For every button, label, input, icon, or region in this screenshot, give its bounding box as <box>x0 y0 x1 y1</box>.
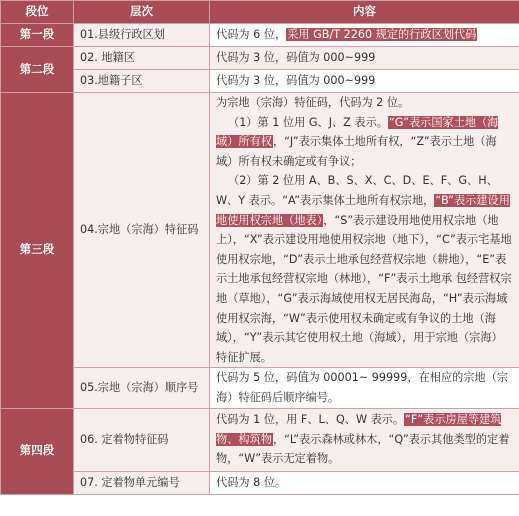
segment-3-cell: 第三段 <box>1 93 74 409</box>
level-cell: 05.宗地（宗海）顺序号 <box>74 368 210 408</box>
highlighted-text: “G”表示国家土地（海域）所有权 <box>216 115 499 149</box>
segment-4-cell: 第四段 <box>1 408 74 494</box>
content-paragraph: 为宗地（宗海）特征码，代码为 2 位。 <box>216 96 410 109</box>
segment-2-cell: 第二段 <box>1 47 74 93</box>
content-text: 代码为 6 位， <box>216 28 287 42</box>
content-text: ，“J”表示集体土地所有权，“Z”表示土地（海域）所有权未确定或有争议； <box>216 135 497 168</box>
table-header-row <box>1 1 519 24</box>
level-cell: 02. 地籍区 <box>74 47 210 70</box>
content-paragraph <box>216 113 513 172</box>
content-cell: 代码为 8 位。 <box>210 471 519 494</box>
highlighted-text: “F”表示房屋等建筑物、构筑物 <box>216 413 502 446</box>
table-row <box>1 70 519 93</box>
content-cell <box>210 24 519 47</box>
highlighted-text: “B”表示建设用地使用权宗地（地表） <box>216 193 510 227</box>
level-cell: 07. 定着物单元编号 <box>74 471 210 494</box>
level-cell: 04.宗地（宗海）特征码 <box>74 93 210 368</box>
header-content: 内容 <box>210 1 519 24</box>
level-cell: 06. 定着物特征码 <box>74 408 210 471</box>
header-segment: 段位 <box>1 1 74 24</box>
table-row <box>1 471 519 494</box>
highlighted-text: 采用 GB/T 2260 规定的行政区划代码 <box>287 28 477 42</box>
content-text: ，“L”表示森林或林木，“Q”表示其他类型的定着物，“W”表示无定着物。 <box>216 432 510 466</box>
content-text: ，“S”表示建设用地使用权宗地（地上），“X”表示建设用地使用权宗地（地下），“C”表示宅基地使用权宗地，“D”表示土地承包经营权宗地（耕地），“E”表示土地承包经营权宗地（林地），“F”表示土地承 包经营权宗地（草地），“G”表示海域使用权无居民海岛，“H”表示海域使用权宗海，“W”表示使用权未确定或有争议的土地（海域），“Y”表示其它使用权土地（海域），用于宗地（宗海）特征扩展。 <box>216 213 512 364</box>
table-row <box>1 408 519 471</box>
segment-1-cell: 第一段 <box>1 24 74 47</box>
table-row <box>1 93 519 368</box>
content-cell: 代码为 3 位，码值为 000~999 <box>210 47 519 70</box>
content-cell <box>210 408 519 471</box>
level-cell: 03.地籍子区 <box>74 70 210 93</box>
content-cell <box>210 93 519 368</box>
table-row <box>1 24 519 47</box>
content-text: （2）第 2 位用 A、B、S、X、C、D、E、F、G、H、W、Y 表示。“A”表示集体土地所有权宗地， <box>216 174 498 207</box>
header-level: 层次 <box>74 1 210 24</box>
table-row <box>1 368 519 408</box>
content-paragraph <box>216 171 513 367</box>
content-text: （1）第 1 位用 G、J、Z 表示。 <box>228 115 388 129</box>
content-cell: 代码为 3 位，码值为 000~999 <box>210 70 519 93</box>
content-text: 代码为 1 位，用 F、L、Q、W 表示。 <box>216 413 405 427</box>
content-cell: 代码为 5 位，码值为 00001~ 99999，在相应的宗地（宗海）特征码后顺序编号。 <box>210 368 519 408</box>
table-row <box>1 47 519 70</box>
level-cell: 01.县级行政区划 <box>74 24 210 47</box>
